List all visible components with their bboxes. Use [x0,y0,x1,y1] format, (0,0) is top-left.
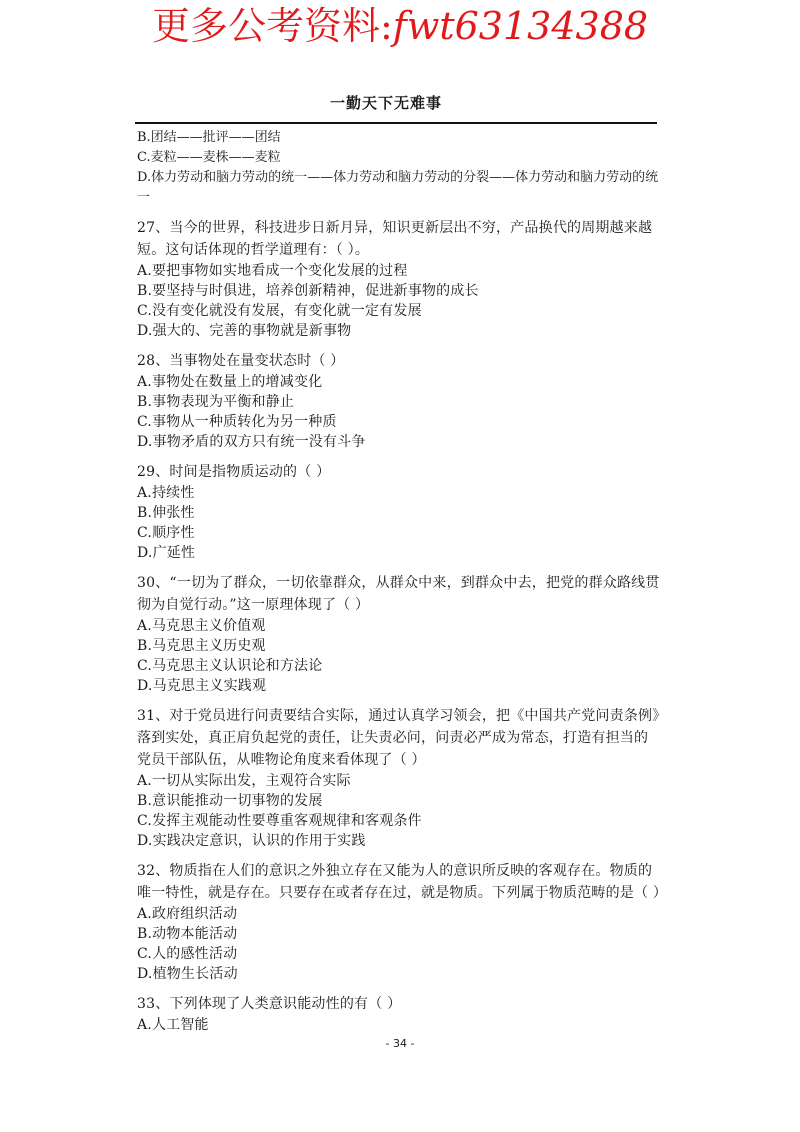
option: B.伸张性 [137,505,195,521]
option: B.团结——批评——团结 [137,130,281,145]
option: A.马克思主义价值观 [137,618,266,634]
question-text: 31、对于党员进行问责要结合实际，通过认真学习领会，把《中国共产党问责条例》落到实处，真正肩负起党的责任，让失责必问，问责必严成为常态，打造有担当的党员干部队伍，从唯物论角度来看体现了（ ） [137,708,660,768]
option: C.没有变化就没有发展，有变化就一定有发展 [137,303,422,319]
question-text: 33、下列体现了人类意识能动性的有（ ） [137,996,402,1012]
option: D.实践决定意识，认识的作用于实践 [137,833,366,849]
document-body [137,128,668,1035]
option: C.人的感性活动 [137,946,238,962]
previous-question-options [137,128,662,208]
option: D.马克思主义实践观 [137,678,267,694]
option: A.人工智能 [137,1017,209,1033]
option: D.植物生长活动 [137,966,238,982]
question-text: 28、当事物处在量变状态时（ ） [137,353,345,369]
question-28 [137,350,662,452]
watermark-en: fwt63134388 [392,4,649,48]
question-32 [137,860,668,984]
option: A.一切从实际出发，主观符合实际 [137,773,351,789]
option: B.要坚持与时俱进，培养创新精神，促进新事物的成长 [137,283,479,299]
question-33 [137,993,662,1035]
option: A.政府组织活动 [137,906,238,922]
option: A.持续性 [137,485,195,501]
option: D.广延性 [137,545,196,561]
question-27 [137,217,662,341]
question-text: 32、物质指在人们的意识之外独立存在又能为人的意识所反映的客观存在。物质的唯一特性，就是存在。只要存在或者存在过，就是物质。下列属于物质范畴的是（ ） [137,863,668,901]
option: A.要把事物如实地看成一个变化发展的过程 [137,263,408,279]
option: B.马克思主义历史观 [137,638,266,654]
option: C.马克思主义认识论和方法论 [137,658,323,674]
watermark-banner [0,2,800,50]
option: D.体力劳动和脑力劳动的统一——体力劳动和脑力劳动的分裂——体力劳动和脑力劳动的统一 [137,170,659,205]
question-text: 30、“一切为了群众，一切依靠群众，从群众中来，到群众中去，把党的群众路线贯彻为自觉行动。”这一原理体现了（ ） [137,575,660,613]
option: B.意识能推动一切事物的发展 [137,793,323,809]
option: C.顺序性 [137,525,195,541]
option: D.强大的、完善的事物就是新事物 [137,323,352,339]
option: C.麦粒——麦株——麦粒 [137,150,281,165]
page-number: - 34 - [385,1037,415,1050]
question-text: 27、当今的世界，科技进步日新月异，知识更新层出不穷，产品换代的周期越来越短。这句话体现的哲学道理有：（ ）。 [137,220,653,258]
option: B.事物表现为平衡和静止 [137,394,295,410]
option: C.事物从一种质转化为另一种质 [137,414,337,430]
question-30 [137,572,662,696]
option: A.事物处在数量上的增减变化 [137,374,323,390]
option: C.发挥主观能动性要尊重客观规律和客观条件 [137,813,422,829]
question-29 [137,461,662,563]
option: B.动物本能活动 [137,926,238,942]
watermark-cn: 更多公考资料: [151,4,393,48]
question-text: 29、时间是指物质运动的（ ） [137,464,331,480]
question-31 [137,705,662,851]
option: D.事物矛盾的双方只有统一没有斗争 [137,434,366,450]
page-header-title: 一勤天下无难事 [330,94,443,112]
